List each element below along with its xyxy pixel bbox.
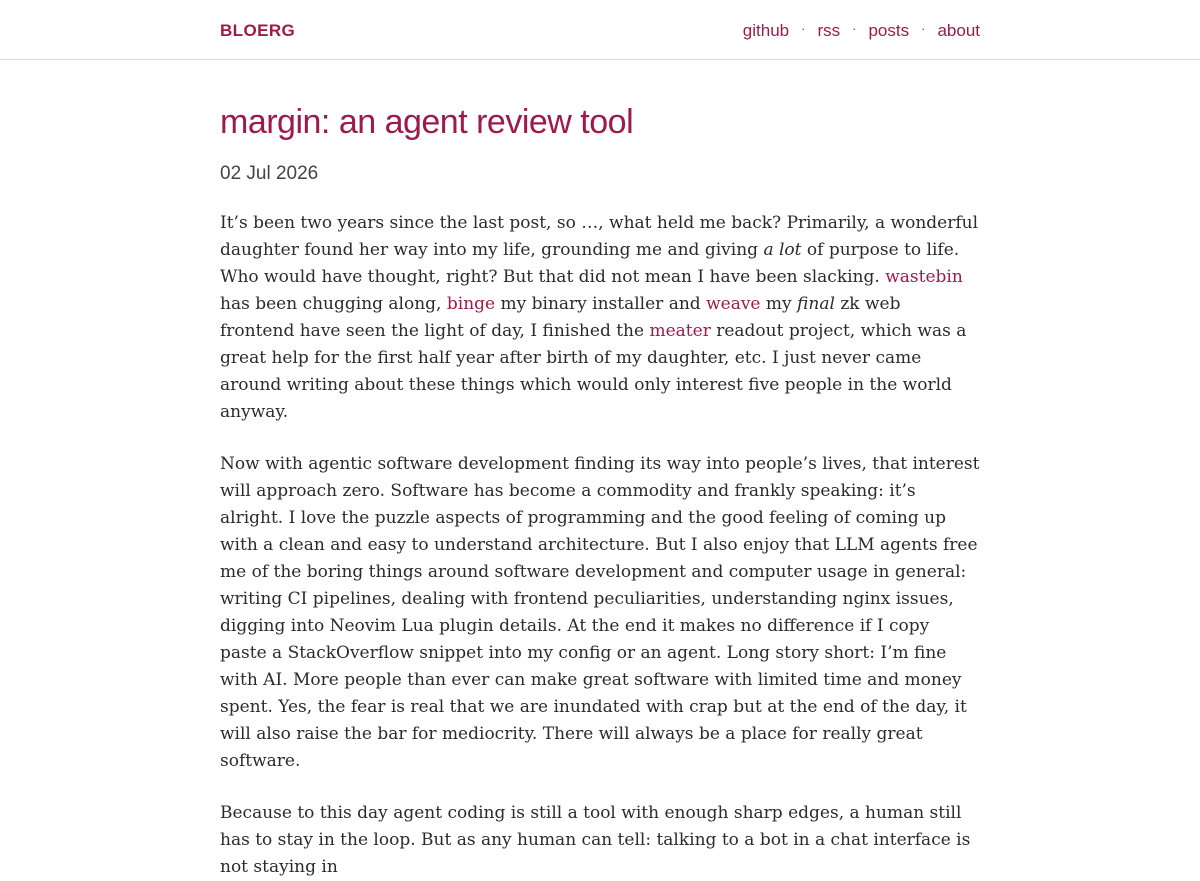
paragraph-text: has been chugging along, [220,294,447,314]
nav-github-link[interactable]: github [742,21,790,40]
nav-separator: · [852,20,857,36]
link-wastebin[interactable]: wastebin [885,267,963,287]
nav-separator: · [921,20,926,36]
emphasis-text: final [797,294,835,314]
header-inner [220,0,980,60]
paragraph-text: It’s been two years since the last post, so …, what held me back? Primarily, a wonderful daughter found her way into my life, grounding me and giving [220,213,979,260]
link-weave[interactable]: weave [706,294,761,314]
nav-about-link[interactable]: about [937,21,980,40]
nav-posts-link[interactable]: posts [868,21,910,40]
paragraph-text: zk web frontend have seen the light of day, I finished the [220,294,901,341]
post-title: margin: an agent review tool [220,103,634,141]
paragraph-text: readout project, which was a great help for the first half year after birth of my daughter, etc. I just never came around writing about these things which would only interest five people in the world anyway. [220,321,967,422]
post-content [220,102,980,881]
post-paragraph-3: Because to this day agent coding is still a tool with enough sharp edges, a human still has to stay in the loop. But as any human can tell: talking to a bot in a chat interface is not staying in [220,803,971,877]
nav-rss-link[interactable]: rss [817,21,841,40]
paragraph-text: my [760,294,798,314]
post-paragraph-2: Now with agentic software development finding its way into people’s lives, that interest will approach zero. Software has become a commodity and frankly speaking: it’s alright. I love the puzzle aspects of programming and the good feeling of coming up with a clean and easy to understand architecture. But I also enjoy that LLM agents free me of the boring things around software development and computer usage in general: writing CI pipelines, dealing with frontend peculiarities, understanding nginx issues, digging into Neovim Lua plugin details. At the end it makes no difference if I copy paste a StackOverflow snippet into my config or an agent. Long story short: I’m fine with AI. More people than ever can make great software with limited time and money spent. Yes, the fear is real that we are inundated with crap but at the end of the day, it will also raise the bar for mediocrity. There will always be a place for really great software. [220,454,980,771]
paragraph-text: my binary installer and [495,294,707,314]
site-brand-link[interactable]: BLOERG [220,21,296,40]
link-meater[interactable]: meater [649,321,711,341]
post-date: 02 Jul 2026 [220,163,319,184]
emphasis-text: a lot [763,240,802,260]
main-nav [743,21,980,41]
post-paragraph-1 [220,210,980,426]
nav-separator: · [801,20,806,36]
paragraph-text: of purpose to life. Who would have thought, right? But that did not mean I have been slacking. [220,240,960,287]
site-header [0,0,1200,60]
link-binge[interactable]: binge [446,294,496,314]
